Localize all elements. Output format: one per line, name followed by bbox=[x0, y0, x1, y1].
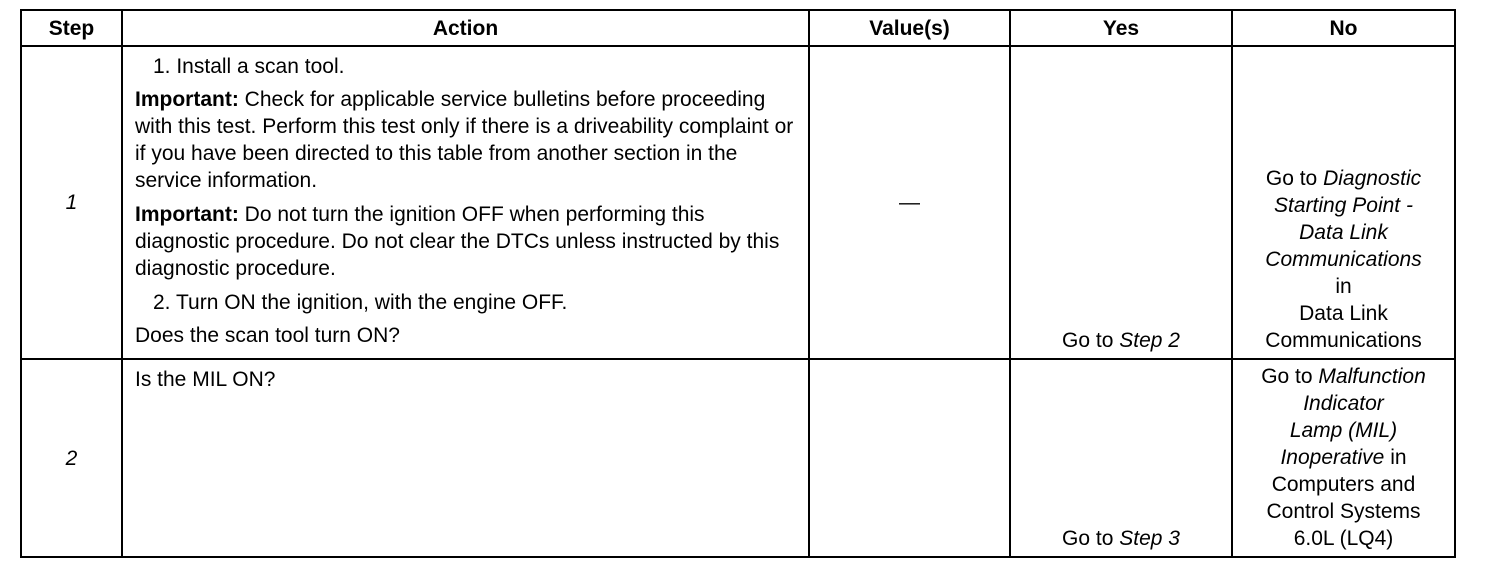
no-cell: Go to Diagnostic Starting Point - Data Link Communications in Data Link Communications bbox=[1232, 46, 1455, 359]
header-values: Value(s) bbox=[809, 10, 1010, 46]
action-question: Is the MIL ON? bbox=[135, 368, 276, 391]
action-item-2: 2. Turn ON the ignition, with the engine OFF. bbox=[153, 291, 568, 314]
section-name: Control Systems bbox=[1266, 500, 1421, 523]
diagnostic-table bbox=[20, 9, 1456, 558]
no-link[interactable]: Indicator bbox=[1303, 392, 1384, 415]
no-link[interactable]: Malfunction bbox=[1318, 365, 1426, 388]
no-link[interactable]: Data Link bbox=[1299, 221, 1388, 244]
yes-link[interactable]: Step 2 bbox=[1119, 329, 1180, 352]
no-link[interactable]: Starting Point - bbox=[1274, 194, 1413, 217]
header-action: Action bbox=[122, 10, 809, 46]
no-link[interactable]: Inoperative bbox=[1280, 446, 1385, 469]
action-cell bbox=[122, 359, 809, 557]
section-name: 6.0L (LQ4) bbox=[1293, 527, 1394, 550]
header-row bbox=[21, 10, 1455, 46]
important-text: Check for applicable service bulletins before proceeding with this test. Perform this test only if there is a driveability complaint or if you have been directed to this table from another section in the service information. bbox=[135, 88, 794, 192]
yes-cell: Go to Step 2 bbox=[1010, 46, 1232, 359]
no-cell: Go to Malfunction Indicator Lamp (MIL) Inoperative in Computers and Control Systems 6.0L (LQ4) bbox=[1232, 359, 1455, 557]
action-question: Does the scan tool turn ON? bbox=[135, 324, 400, 347]
important-note-1 bbox=[135, 86, 800, 194]
action-item-1: 1. Install a scan tool. bbox=[153, 55, 345, 78]
header-yes: Yes bbox=[1010, 10, 1232, 46]
action-cell bbox=[122, 46, 809, 359]
step-number: 1 bbox=[21, 46, 122, 359]
important-text: Do not turn the ignition OFF when performing this diagnostic procedure. Do not clear the DTCs unless instructed by this diagnostic procedure. bbox=[135, 203, 780, 280]
important-note-2 bbox=[135, 201, 800, 282]
value-cell bbox=[809, 359, 1010, 557]
important-label: Important: bbox=[135, 88, 239, 111]
yes-link[interactable]: Step 3 bbox=[1119, 527, 1180, 550]
no-link[interactable]: Diagnostic bbox=[1323, 167, 1422, 190]
step-number: 2 bbox=[21, 359, 122, 557]
section-name: Computers and bbox=[1271, 473, 1416, 496]
yes-cell: Go to Step 3 bbox=[1010, 359, 1232, 557]
no-link[interactable]: Lamp (MIL) bbox=[1289, 419, 1398, 442]
no-link[interactable]: Communications bbox=[1265, 248, 1422, 271]
header-no: No bbox=[1232, 10, 1455, 46]
table-row-step-2 bbox=[21, 359, 1455, 557]
section-name: Data Link bbox=[1299, 302, 1388, 325]
header-step: Step bbox=[21, 10, 122, 46]
important-label: Important: bbox=[135, 203, 239, 226]
table-row-step-1 bbox=[21, 46, 1455, 359]
value-cell: — bbox=[809, 46, 1010, 359]
section-name: Communications bbox=[1265, 329, 1422, 352]
